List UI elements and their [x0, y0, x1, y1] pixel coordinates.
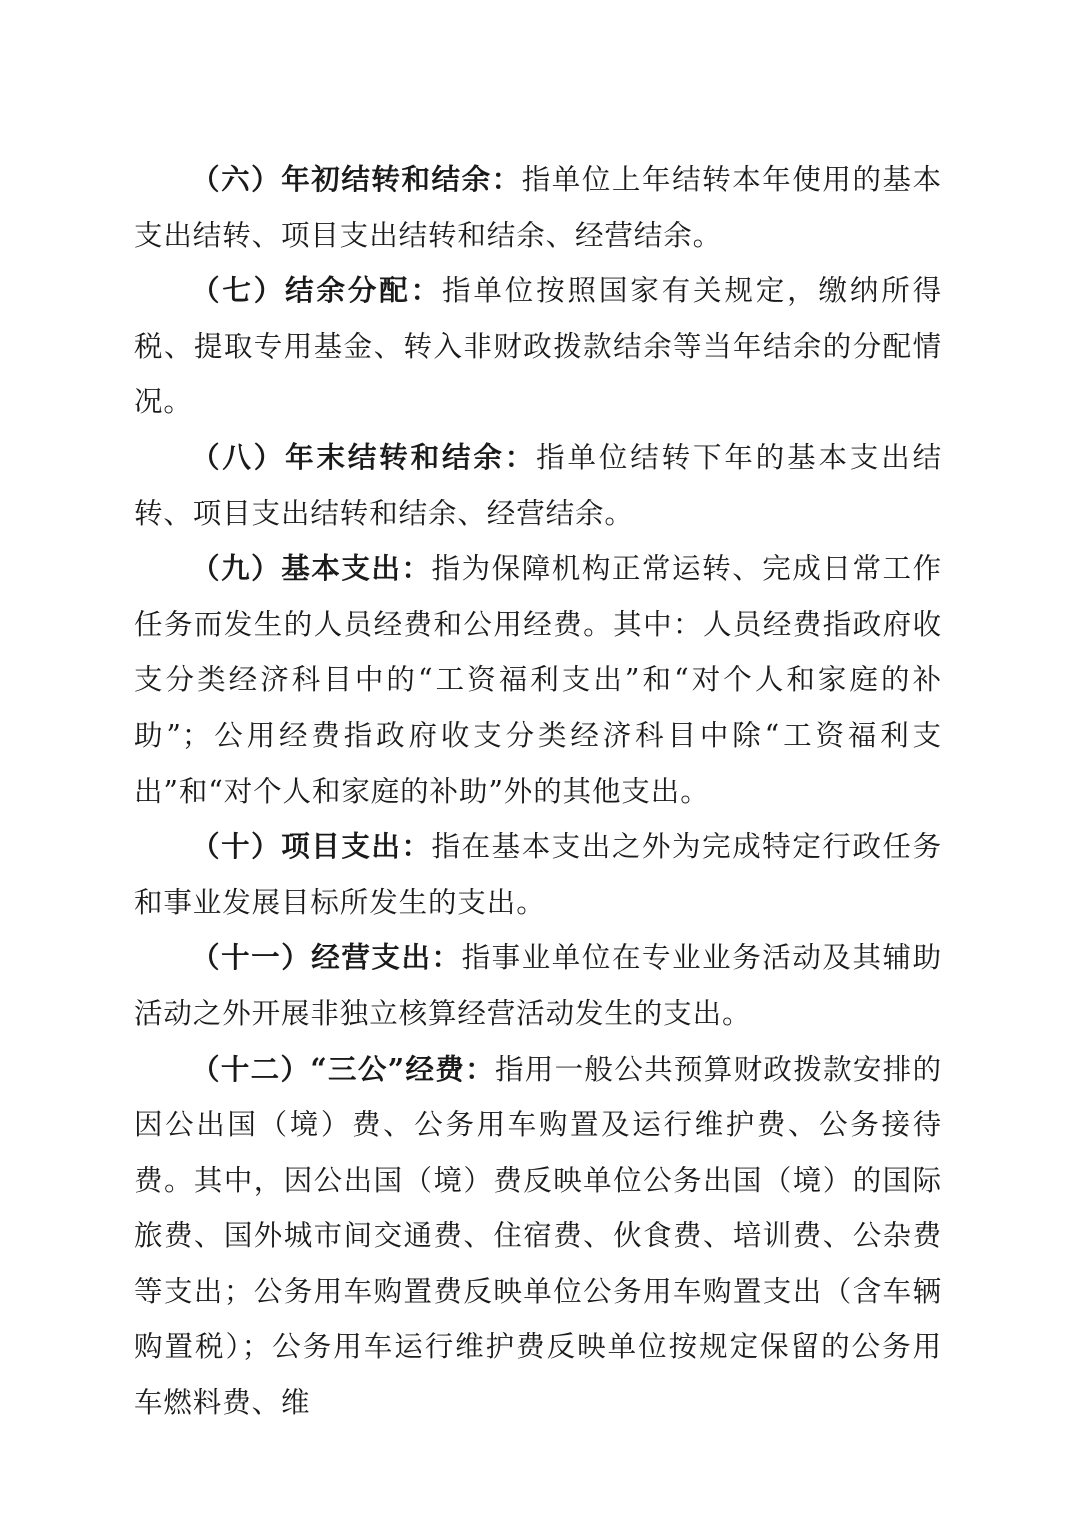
- paragraph-basic-expenditure: [134, 541, 942, 819]
- term-carryover-end: （八）年末结转和结余：: [191, 439, 537, 474]
- paragraph-three-public-expenses: [134, 1042, 942, 1431]
- paragraph-carryover-end: [134, 430, 942, 541]
- paragraph-carryover-beginning: [134, 152, 942, 263]
- term-carryover-beginning: （六）年初结转和结余：: [191, 162, 522, 196]
- definition-operating-expenditure: 指事业单位在专业业务活动及其辅助活动之外开展非独立核算经营活动发生的支出。: [134, 941, 943, 1030]
- definition-carryover-end: 指单位结转下年的基本支出结转、项目支出结转和结余、经营结余。: [134, 440, 942, 530]
- definition-basic-expenditure: 指为保障机构正常运转、完成日常工作任务而发生的人员经费和公用经费。其中：人员经费指政府收支分类经济科目中的“工资福利支出”和“对个人和家庭的补助”；公用经费指政府收支分类经济科目中除“工资福利支出”和“对个人和家庭的补助”外的其他支出。: [134, 552, 942, 808]
- document-body: [134, 152, 942, 1431]
- paragraph-project-expenditure: [134, 819, 942, 930]
- definition-three-public-expenses: 指用一般公共预算财政拨款安排的因公出国（境）费、公务用车购置及运行维护费、公务接待费。其中，因公出国（境）费反映单位公务出国（境）的国际旅费、国外城市间交通费、住宿费、伙食费、培训费、公杂费等支出；公务用车购置费反映单位公务用车购置支出（含车辆购置税）；公务用车运行维护费反映单位按规定保留的公务用车燃料费、维: [134, 1052, 942, 1420]
- paragraph-operating-expenditure: [134, 930, 942, 1041]
- definition-carryover-beginning: 指单位上年结转本年使用的基本支出结转、项目支出结转和结余、经营结余。: [134, 163, 942, 252]
- term-operating-expenditure: （十一）经营支出：: [191, 940, 462, 975]
- paragraph-surplus-distribution: [134, 263, 942, 430]
- term-surplus-distribution: （七）结余分配：: [191, 273, 442, 308]
- term-project-expenditure: （十）项目支出：: [191, 829, 432, 864]
- definition-project-expenditure: 指在基本支出之外为完成特定行政任务和事业发展目标所发生的支出。: [134, 830, 942, 919]
- definition-surplus-distribution: 指单位按照国家有关规定，缴纳所得税、提取专用基金、转入非财政拨款结余等当年结余的分配情况。: [134, 274, 943, 419]
- term-three-public-expenses: （十二）“三公”经费：: [191, 1051, 495, 1086]
- term-basic-expenditure: （九）基本支出：: [191, 551, 432, 586]
